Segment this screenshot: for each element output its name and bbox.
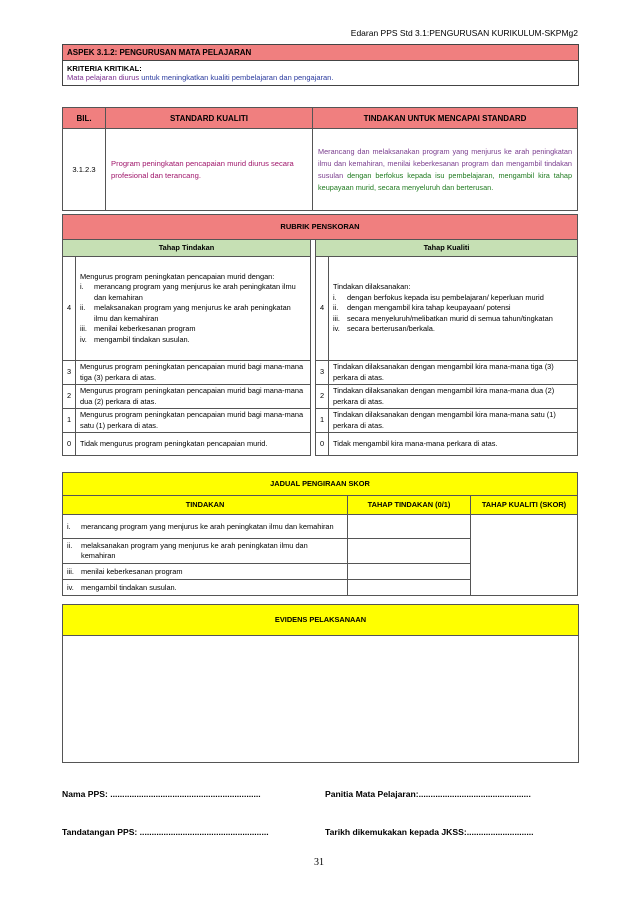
standard-bil: 3.1.2.3 bbox=[63, 129, 106, 211]
rubric-4-right-intro: Tindakan dilaksanakan: bbox=[333, 282, 411, 292]
rubric-4-left-item: iv. mengambil tindakan susulan. bbox=[80, 334, 190, 344]
rubric-4-left-intro: Mengurus program peningkatan pencapaian murid dengan: bbox=[80, 271, 275, 281]
col-tindakan: TINDAKAN UNTUK MENCAPAI STANDARD bbox=[313, 108, 578, 129]
rubric-4-left-item: ii. melaksanakan program yang menjurus ke arah peningkatan ilmu dan kemahiran bbox=[80, 303, 291, 323]
rubric-score: 2 bbox=[316, 385, 329, 409]
rubric-score: 0 bbox=[63, 433, 76, 456]
rubric-col-left: Tahap Tindakan bbox=[63, 240, 311, 257]
score-tindakan-cell[interactable] bbox=[348, 564, 471, 580]
rubric-4-right bbox=[329, 257, 578, 361]
rubric-4-right-item: i. dengan berfokus kepada isu pembelajaran/ keperluan murid bbox=[333, 292, 544, 302]
score-table bbox=[62, 472, 578, 596]
score-tindakan-cell[interactable] bbox=[348, 580, 471, 596]
rubric-score: 1 bbox=[316, 409, 329, 433]
nama-pps-field[interactable]: Nama PPS: ............................................................... bbox=[62, 789, 261, 799]
rubric-left: Mengurus program peningkatan pencapaian murid bagi mana-mana satu (1) perkara di atas. bbox=[76, 409, 311, 433]
standard-tindakan bbox=[313, 129, 578, 211]
score-row: iii. menilai keberkesanan program bbox=[63, 564, 348, 580]
rubric-left: Mengurus program peningkatan pencapaian murid bagi mana-mana tiga (3) perkara di atas. bbox=[76, 361, 311, 385]
rubric-4-left bbox=[76, 257, 311, 361]
rubric-score-4-right: 4 bbox=[316, 257, 329, 361]
score-tindakan-cell[interactable] bbox=[348, 515, 471, 539]
critical-criteria-label: KRITERIA KRITIKAL: bbox=[67, 64, 142, 73]
rubric-4-right-item: iii. secara menyeluruh/melibatkan murid di semua tahun/tingkatan bbox=[333, 313, 553, 323]
critical-criteria-text-2: untuk meningkatkan kualiti pembelajaran dan pengajaran. bbox=[139, 73, 334, 82]
standard-text: Program peningkatan pencapaian murid diurus secara profesional dan terancang. bbox=[106, 129, 313, 211]
score-col-tahap-tindakan: TAHAP TINDAKAN (0/1) bbox=[348, 496, 471, 515]
col-bil: BIL. bbox=[63, 108, 106, 129]
panitia-field[interactable]: Panitia Mata Pelajaran:............................................... bbox=[325, 789, 531, 799]
score-tindakan-cell[interactable] bbox=[348, 539, 471, 564]
rubric-score: 0 bbox=[316, 433, 329, 456]
score-title: JADUAL PENGIRAAN SKOR bbox=[63, 473, 578, 496]
aspect-title: ASPEK 3.1.2: PENGURUSAN MATA PELAJARAN bbox=[63, 45, 578, 61]
score-col-tindakan: TINDAKAN bbox=[63, 496, 348, 515]
rubric-score: 2 bbox=[63, 385, 76, 409]
tindakan-text-2: dengan berfokus kepada isu pembelajaran, mengambil kira tahap keupayaan murid, secara menyeluruh dan berterusan. bbox=[318, 170, 573, 192]
rubric-4-left-item: i. merancang program yang menjurus ke arah peningkatan ilmu dan kemahiran bbox=[80, 282, 296, 302]
score-kualiti-cell[interactable] bbox=[471, 515, 578, 596]
rubric-4-left-item: iii. menilai keberkesanan program bbox=[80, 324, 196, 334]
rubric-left: Tidak mengurus program peningkatan pencapaian murid. bbox=[76, 433, 311, 456]
score-row: iv. mengambil tindakan susulan. bbox=[63, 580, 348, 596]
evidens-box bbox=[62, 604, 579, 763]
rubric-col-right: Tahap Kualiti bbox=[316, 240, 578, 257]
page-header: Edaran PPS Std 3.1:PENGURUSAN KURIKULUM-SKPMg2 bbox=[350, 28, 578, 38]
critical-criteria bbox=[63, 61, 578, 85]
rubric-score-4: 4 bbox=[63, 257, 76, 361]
score-row: i. merancang program yang menjurus ke arah peningkatan ilmu dan kemahiran bbox=[63, 515, 348, 539]
col-standard: STANDARD KUALITI bbox=[106, 108, 313, 129]
rubric-title: RUBRIK PENSKORAN bbox=[63, 215, 578, 240]
rubric-4-right-item: iv. secara berterusan/berkala. bbox=[333, 324, 435, 334]
tarikh-field[interactable]: Tarikh dikemukakan kepada JKSS:............................ bbox=[325, 827, 534, 837]
rubric-right: Tindakan dilaksanakan dengan mengambil kira mana-mana satu (1) perkara di atas. bbox=[329, 409, 578, 433]
critical-criteria-text-1: Mata pelajaran diurus bbox=[67, 73, 140, 82]
evidens-title: EVIDENS PELAKSANAAN bbox=[63, 605, 578, 636]
rubric-right: Tindakan dilaksanakan dengan mengambil kira mana-mana tiga (3) perkara di atas. bbox=[329, 361, 578, 385]
tindakan-text-1: Merancang dan melaksanakan program yang menjurus ke arah peningkatan ilmu dan kemahiran, menilai keberkesanan program dan mengambil tindakan susulan bbox=[318, 146, 572, 180]
rubric-score: 3 bbox=[316, 361, 329, 385]
aspect-box bbox=[62, 44, 579, 86]
score-row: ii. melaksanakan program yang menjurus ke arah peningkatan ilmu dan kemahiran bbox=[63, 539, 348, 564]
rubric-score: 3 bbox=[63, 361, 76, 385]
standard-table bbox=[62, 107, 578, 211]
page-number: 31 bbox=[314, 857, 324, 868]
rubric-left: Mengurus program peningkatan pencapaian murid bagi mana-mana dua (2) perkara di atas. bbox=[76, 385, 311, 409]
rubric-right: Tidak mengambil kira mana-mana perkara di atas. bbox=[329, 433, 578, 456]
rubric-score: 1 bbox=[63, 409, 76, 433]
score-col-tahap-kualiti: TAHAP KUALITI (SKOR) bbox=[471, 496, 578, 515]
tandatangan-field[interactable]: Tandatangan PPS: ...................................................... bbox=[62, 827, 269, 837]
rubric-4-right-item: ii. dengan mengambil kira tahap keupayaan/ potensi bbox=[333, 303, 511, 313]
rubric-table bbox=[62, 214, 578, 456]
rubric-right: Tindakan dilaksanakan dengan mengambil kira mana-mana dua (2) perkara di atas. bbox=[329, 385, 578, 409]
